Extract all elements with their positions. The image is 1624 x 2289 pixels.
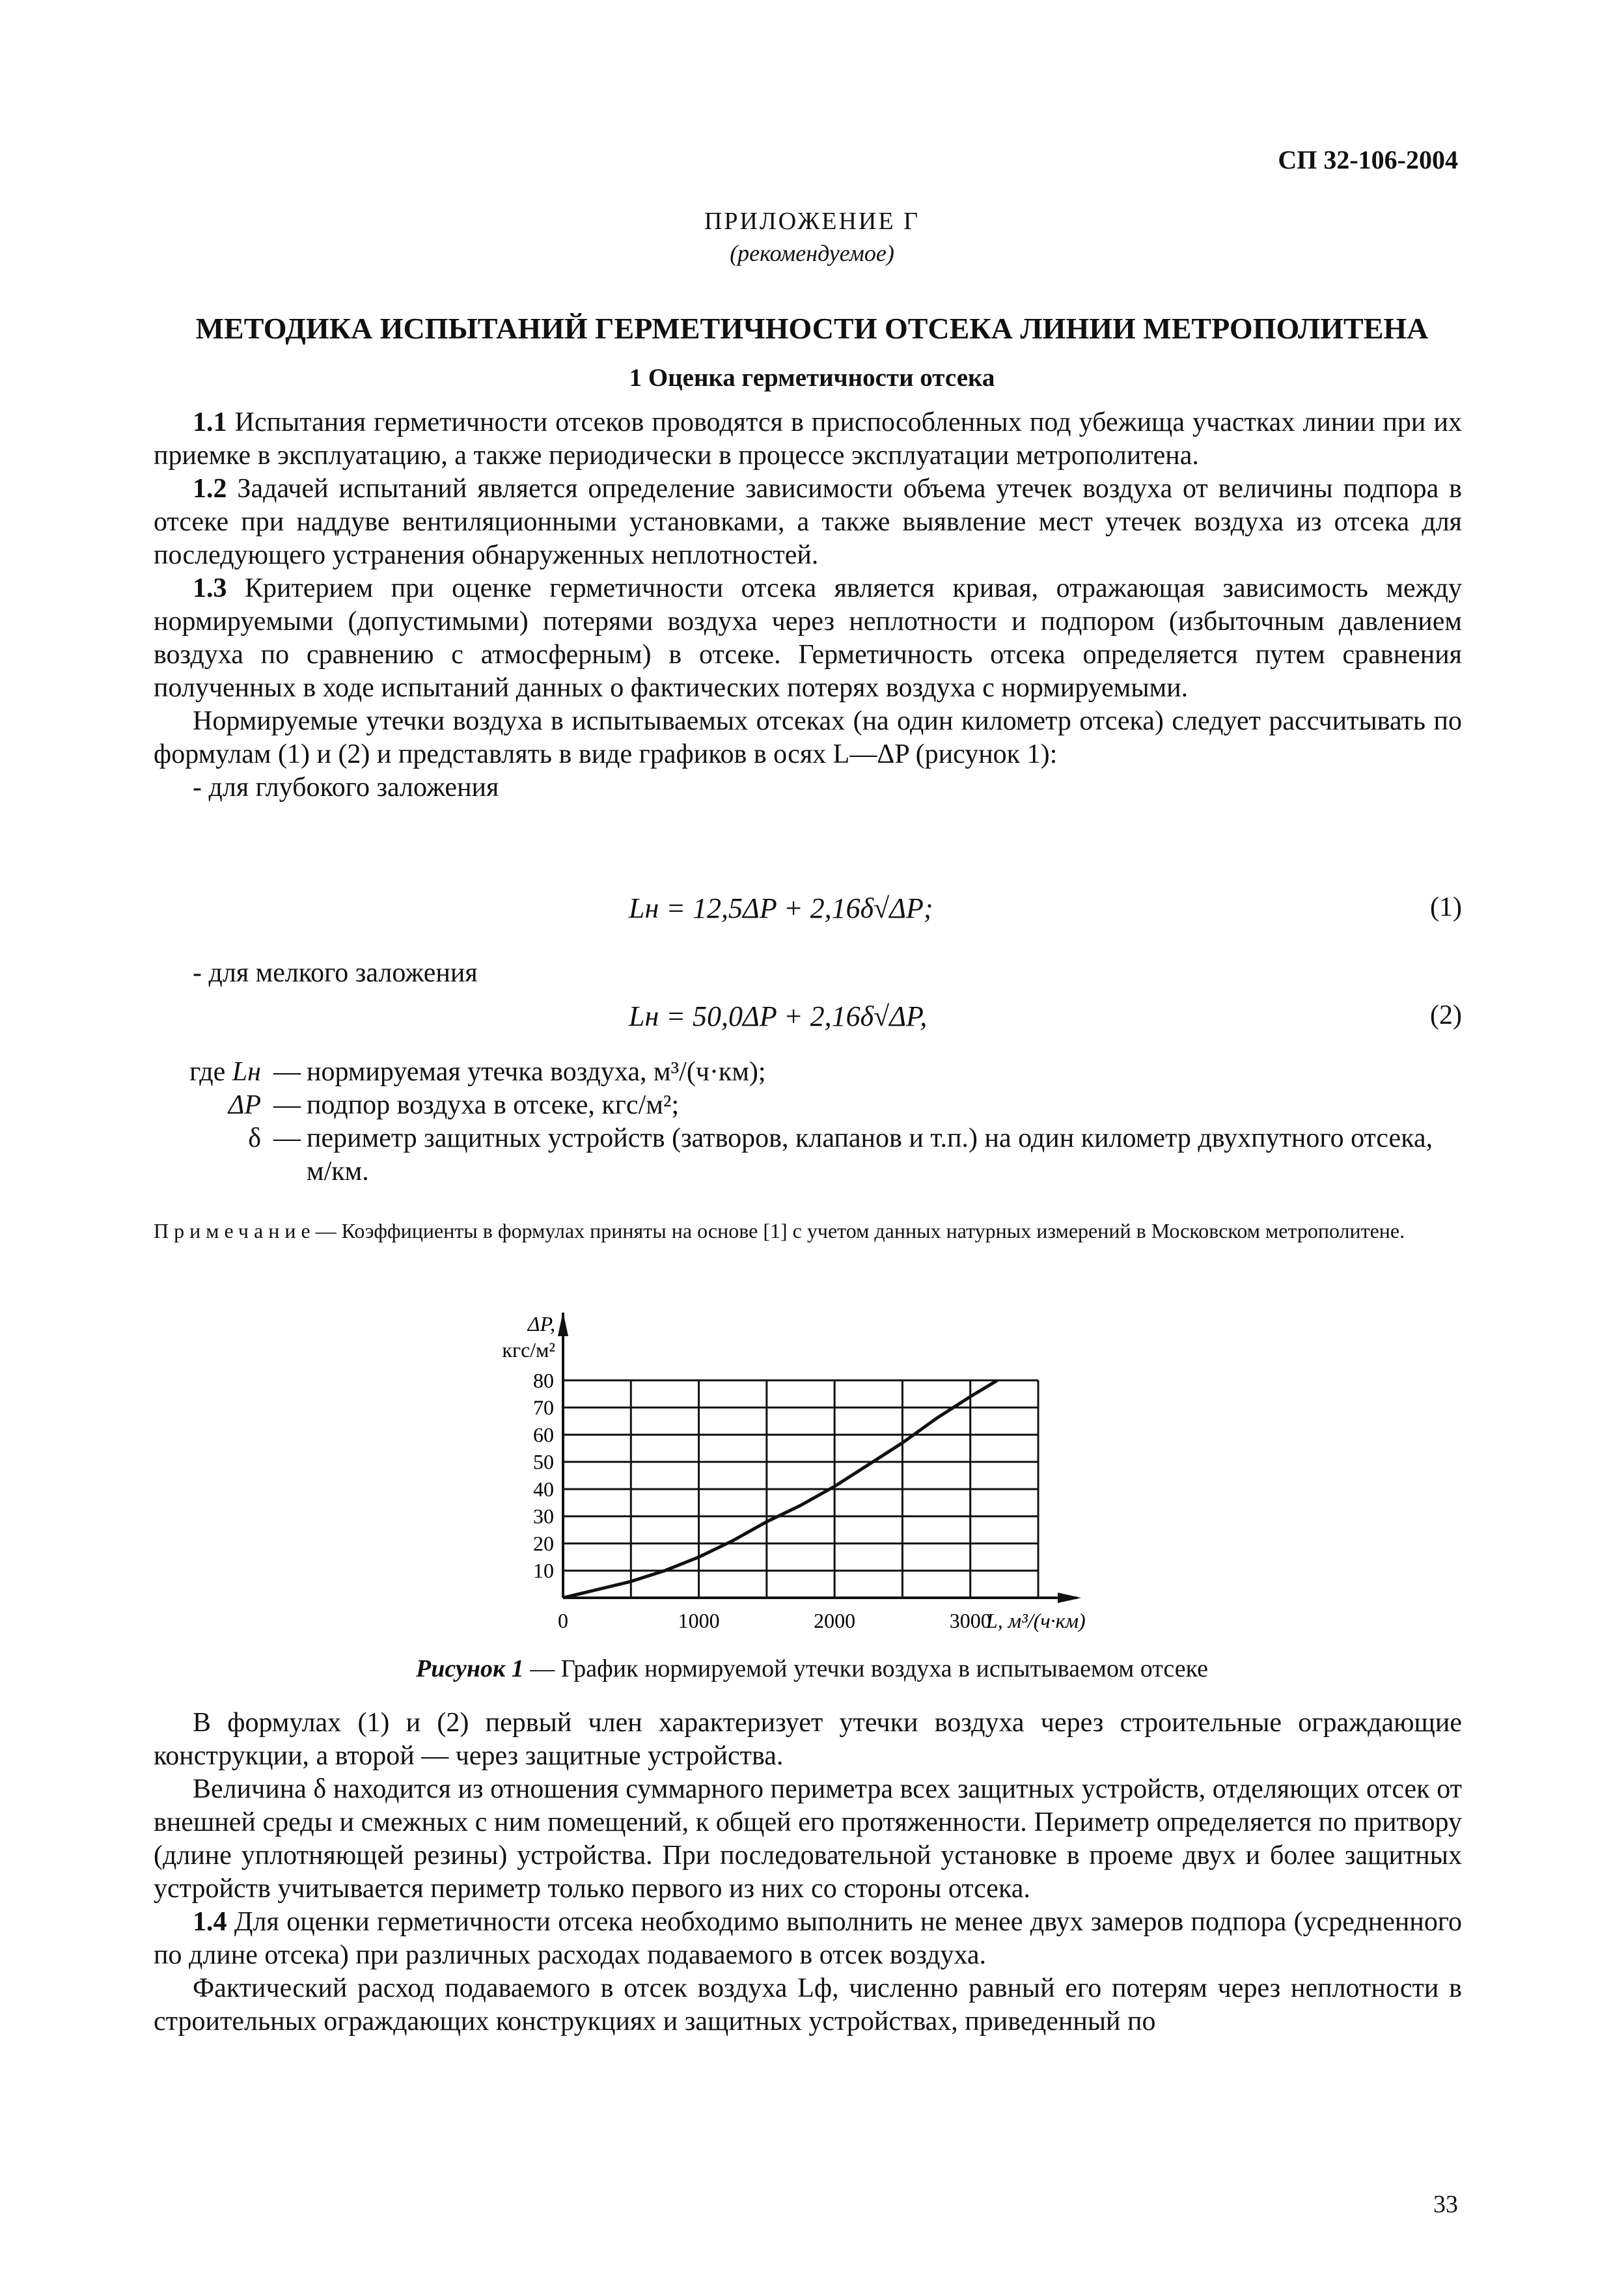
figure-caption-text: — График нормируемой утечки воздуха в испытываемом отсеке (523, 1655, 1208, 1682)
y-tick-label: 30 (533, 1504, 554, 1528)
body-block-1 (154, 406, 1462, 804)
leakage-chart (443, 1305, 1211, 1637)
main-title: МЕТОДИКА ИСПЫТАНИЙ ГЕРМЕТИЧНОСТИ ОТСЕКА ЛИНИИ МЕТРОПОЛИТЕНА (195, 312, 1429, 345)
y-tick-label: 40 (533, 1477, 554, 1501)
paragraph-norm: Нормируемые утечки воздуха в испытываемых отсеках (на один километр отсека) следует рассчитывать по формулам (1) и (2) и представлять в виде графиков в осях L—ΔP (рисунок 1): (154, 706, 1462, 769)
y-tick-label: 50 (533, 1450, 554, 1474)
note-text: — Коэффициенты в формулах приняты на основе [1] с учетом данных натурных измерений в Московском метрополитене. (315, 1219, 1405, 1242)
figure-caption (0, 1654, 1624, 1683)
chart-axes (558, 1311, 1081, 1603)
y-axis-unit: кгс/м² (502, 1338, 555, 1362)
x-tick-label: 2000 (814, 1609, 856, 1632)
paragraph-actual-flow: Фактический расход подаваемого в отсек воздуха Lф, численно равный его потерям через неплотности в строительных ограждающих конструкциях и защитных устройствах, приведенный по (154, 1973, 1462, 2036)
page-number: 33 (1433, 2191, 1458, 2218)
formula-2 (154, 1000, 1462, 1039)
paragraph-1-2: 1.2 Задачей испытаний является определение зависимости объема утечек воздуха от величины подпора в отсеке при наддуве вентиляционными установками, а также выявление мест утечек воздуха из отсека для последующего устранения обнаруженных неплотностей. (154, 474, 1463, 570)
shallow-label: - для мелкого заложения (193, 958, 478, 988)
appendix-label: ПРИЛОЖЕНИЕ Г (704, 208, 920, 235)
y-tick-label: 10 (533, 1559, 554, 1583)
definitions (154, 1056, 1462, 1188)
formula-1-text: Lн = 12,5ΔP + 2,16δ√ΔP; (629, 892, 933, 924)
x-tick-label: 0 (558, 1609, 568, 1632)
paragraph-1-4: 1.4 Для оценки герметичности отсека необходимо выполнить не менее двух замеров подпора (усредненного по длине отсека) при различных расходах подаваемого в отсек воздуха. (154, 1907, 1463, 1970)
x-axis-arrow (1058, 1593, 1081, 1603)
x-axis-label: L, м³/(ч·км) (986, 1609, 1086, 1632)
definition-row: где Lн — нормируемая утечка воздуха, м³/(ч·км); (189, 1057, 766, 1087)
document-code: СП 32-106-2004 (1278, 145, 1458, 174)
formula-1 (154, 892, 1462, 931)
figure-label: Рисунок 1 (416, 1655, 524, 1682)
chart-grid (563, 1380, 1038, 1598)
shallow-block (154, 957, 1462, 990)
formula-1-number: (1) (1430, 892, 1462, 922)
paragraph-formulas-explain: В формулах (1) и (2) первый член характеризует утечки воздуха через строительные ограждающие конструкции, а второй — через защитные устройства. (154, 1708, 1462, 1771)
definition-row: δ — периметр защитных устройств (затворов, клапанов и т.п.) на один километр двухпутного отсека, м/км. (248, 1123, 1433, 1186)
note-label: Примечание (154, 1219, 316, 1242)
y-tick-label: 80 (533, 1368, 554, 1392)
paragraph-delta: Величина δ находится из отношения суммарного периметра всех защитных устройств, отделяющих отсек от внешней среды и смежных с ним помещений, к общей его протяженности. Периметр определяется по притвору (длине уплотняющей резины) устройства. При последовательной установке в проеме двух и более защитных устройств учитывается периметр только первого из них со стороны отсека. (154, 1774, 1462, 1904)
y-axis-arrow (558, 1311, 568, 1336)
section-title: 1 Оценка герметичности отсека (629, 364, 995, 392)
deep-label: - для глубокого заложения (193, 773, 499, 802)
body-block-2 (154, 1706, 1462, 2038)
formula-2-number: (2) (1430, 1000, 1462, 1030)
formula-2-text: Lн = 50,0ΔP + 2,16δ√ΔP, (629, 1000, 928, 1032)
definition-row: ΔP — подпор воздуха в отсеке, кгс/м²; (228, 1090, 680, 1120)
paragraph-1-1: 1.1 Испытания герметичности отсеков проводятся в приспособленных под убежища участках линии при их приемке в эксплуатацию, а также периодически в процессе эксплуатации метрополитена. (154, 407, 1462, 471)
y-tick-label: 20 (533, 1531, 554, 1556)
paragraph-1-3: 1.3 Критерием при оценке герметичности отсека является кривая, отражающая зависимость между нормируемыми (допустимыми) потерями воздуха через неплотности и подпором (избыточным давлением воздуха по сравнению с атмосферным) в отсеке. Герметичность отсека определяется путем сравнения полученных в ходе испытаний данных о фактических потерях воздуха с нормируемыми. (154, 573, 1462, 703)
appendix-status: (рекомендуемое) (730, 240, 894, 266)
y-tick-label: 70 (533, 1395, 554, 1419)
x-tick-label: 3000 (949, 1609, 991, 1632)
x-tick-label: 1000 (678, 1609, 720, 1632)
note (154, 1217, 1462, 1244)
y-axis-label: ΔP, (527, 1312, 555, 1336)
y-tick-label: 60 (533, 1423, 554, 1447)
